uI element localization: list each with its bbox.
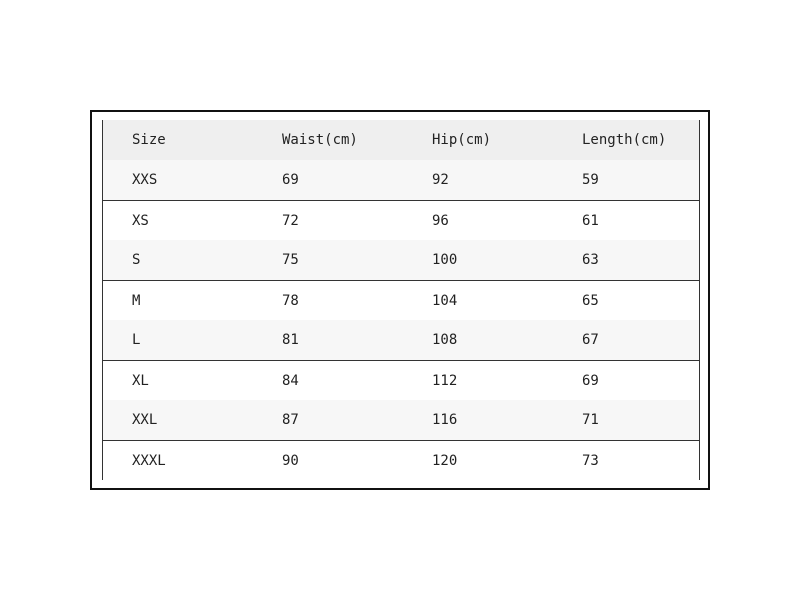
length-cell: 71 <box>582 412 599 428</box>
size-cell: M <box>132 292 141 309</box>
waist-cell: 87 <box>282 412 299 428</box>
size-cell: XXXL <box>132 452 166 469</box>
size-cell: XL <box>132 372 149 389</box>
length-cell: 73 <box>582 452 599 469</box>
length-cell: 61 <box>582 212 599 229</box>
hip-cell: 112 <box>432 372 458 389</box>
header-hip: Hip(cm) <box>432 132 492 148</box>
waist-cell: 78 <box>282 292 299 309</box>
size-chart-table <box>102 120 700 480</box>
length-cell: 63 <box>582 252 599 268</box>
hip-cell: 108 <box>432 332 458 348</box>
table-row <box>103 400 699 440</box>
hip-cell: 100 <box>432 252 458 268</box>
size-cell: L <box>132 332 141 348</box>
header-length: Length(cm) <box>582 132 667 148</box>
table-row <box>103 160 699 200</box>
table-header-row <box>103 120 699 160</box>
hip-cell: 96 <box>432 212 449 229</box>
size-cell: S <box>132 252 141 268</box>
waist-cell: 90 <box>282 452 299 469</box>
table-row <box>103 200 699 240</box>
size-cell: XXS <box>132 172 158 188</box>
table-row <box>103 360 699 400</box>
hip-cell: 120 <box>432 452 458 469</box>
size-cell: XXL <box>132 412 158 428</box>
hip-cell: 116 <box>432 412 458 428</box>
length-cell: 65 <box>582 292 599 309</box>
size-cell: XS <box>132 212 149 229</box>
length-cell: 69 <box>582 372 599 389</box>
hip-cell: 104 <box>432 292 458 309</box>
header-size: Size <box>132 132 166 148</box>
length-cell: 59 <box>582 172 599 188</box>
waist-cell: 75 <box>282 252 299 268</box>
table-row <box>103 440 699 480</box>
waist-cell: 69 <box>282 172 299 188</box>
length-cell: 67 <box>582 332 599 348</box>
table-row <box>103 280 699 320</box>
header-waist: Waist(cm) <box>282 132 358 148</box>
waist-cell: 72 <box>282 212 299 229</box>
hip-cell: 92 <box>432 172 449 188</box>
table-row <box>103 320 699 360</box>
waist-cell: 84 <box>282 372 299 389</box>
size-chart-frame <box>90 110 710 490</box>
table-row <box>103 240 699 280</box>
waist-cell: 81 <box>282 332 299 348</box>
